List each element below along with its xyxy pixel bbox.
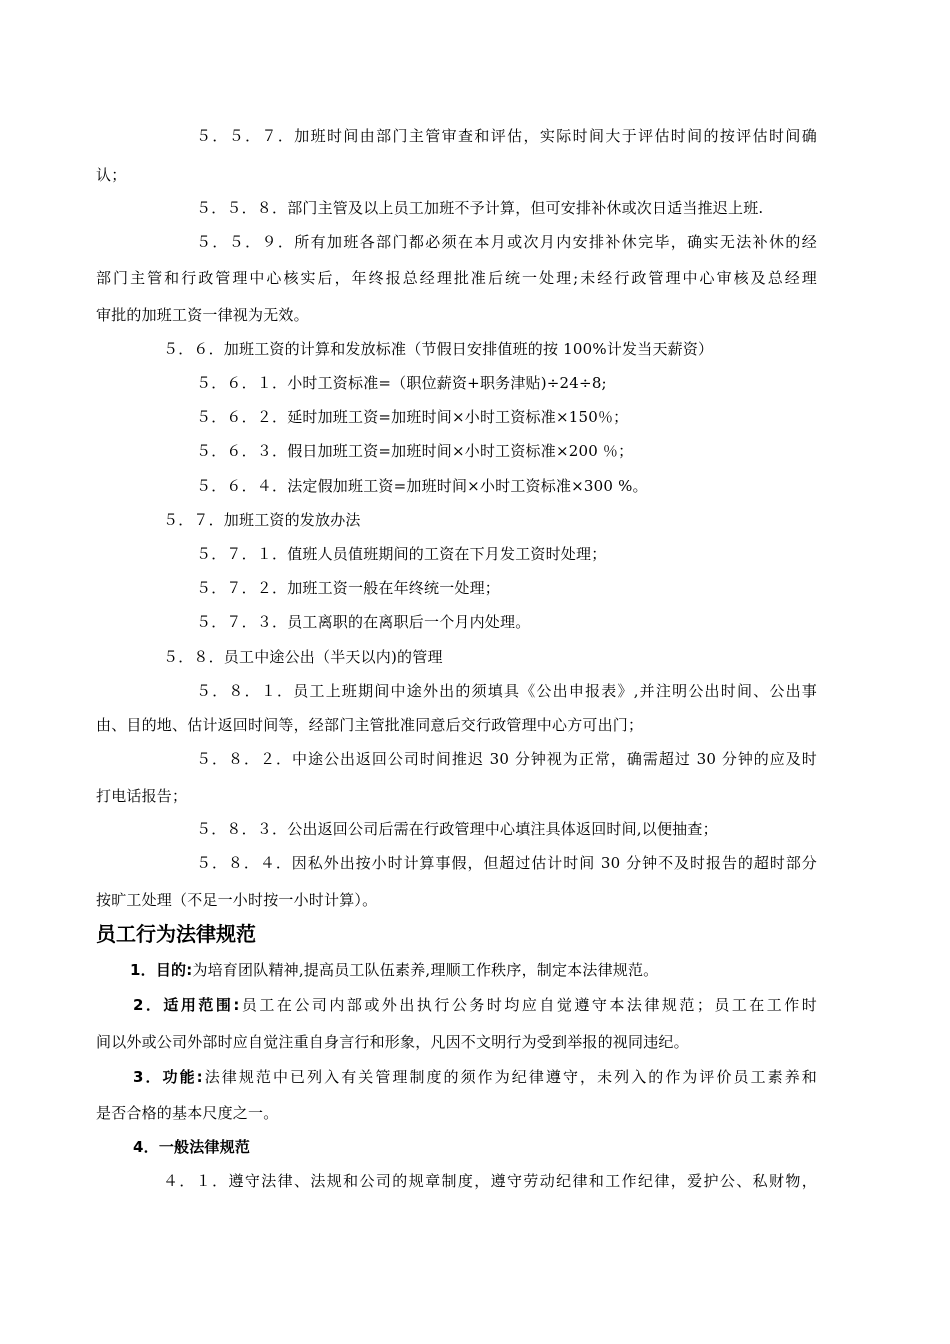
- paragraph-4-1: ４．１．遵守法律、法规和公司的规章制度，遵守劳动纪律和工作纪律，爱护公、私财物，: [163, 1172, 817, 1190]
- paragraph-5-7-1: ５．７．１．值班人员值班期间的工资在下月发工资时处理；: [196, 545, 607, 563]
- paragraph-5-5-9-line2: 部门主管和行政管理中心核实后，年终报总经理批准后统一处理;未经行政管理中心审核及总经理: [96, 269, 817, 287]
- paragraph-5-5-9-line3: 审批的加班工资一律视为无效。: [96, 306, 309, 324]
- section-2-line2: 间以外或公司外部时应自觉注重自身言行和形象，凡因不文明行为受到举报的视同违纪。: [96, 1033, 689, 1051]
- paragraph-5-5-9-line1: ５．５．９．所有加班各部门都必须在本月或次月内安排补休完毕，确实无法补休的经: [196, 233, 817, 251]
- section-3-line2: 是否合格的基本尺度之一。: [96, 1104, 279, 1122]
- section-1-label: 1．目的:: [130, 961, 193, 979]
- paragraph-5-6-2: ５．６．２．延时加班工资=加班时间×小时工资标准×150％；: [196, 408, 629, 426]
- heading-5-8: ５．８．员工中途公出（半天以内)的管理: [163, 648, 443, 666]
- paragraph-5-7-2: ５．７．２．加班工资一般在年终统一处理；: [196, 579, 501, 597]
- section-1-text: 为培育团队精神,提高员工队伍素养,理顺工作秩序，制定本法律规范。: [192, 961, 659, 979]
- section-2-label: 2．适用范围:: [133, 996, 240, 1014]
- paragraph-5-5-7-line1: ５．５．７．加班时间由部门主管审查和评估，实际时间大于评估时间的按评估时间确: [196, 127, 817, 145]
- paragraph-5-6-1: ５．６．１．小时工资标准=（职位薪资+职务津贴)÷24÷8;: [196, 374, 607, 392]
- section-1: [130, 960, 658, 980]
- heading-5-7: ５．７．加班工资的发放办法: [163, 511, 361, 529]
- heading-5-6: ５．６．加班工资的计算和发放标准（节假日安排值班的按 100%计发当天薪资）: [163, 340, 714, 358]
- paragraph-5-5-7-line2: 认；: [96, 166, 127, 184]
- section-4-heading: 4．一般法律规范: [133, 1138, 251, 1156]
- paragraph-5-7-3: ５．７．３．员工离职的在离职后一个月内处理。: [196, 613, 531, 631]
- paragraph-5-8-2-line1: ５．８．２．中途公出返回公司时间推迟 30 分钟视为正常，确需超过 30 分钟的应及时: [196, 750, 817, 768]
- section-2-line1: [133, 995, 817, 1015]
- section-heading: 员工行为法律规范: [96, 922, 256, 946]
- paragraph-5-8-4-line1: ５．８．４．因私外出按小时计算事假，但超过估计时间 30 分钟不及时报告的超时部分: [196, 854, 817, 872]
- paragraph-5-5-8: ５．５．８．部门主管及以上员工加班不予计算，但可安排补休或次日适当推迟上班.: [196, 199, 764, 217]
- paragraph-5-8-2-line2: 打电话报告；: [96, 787, 188, 805]
- section-3-label: 3．功能:: [133, 1068, 203, 1086]
- paragraph-5-8-3: ５．８．３．公出返回公司后需在行政管理中心填注具体返回时间,以便抽查；: [196, 820, 718, 838]
- section-3-line1: [133, 1067, 817, 1087]
- paragraph-5-6-3: ５．６．３．假日加班工资=加班时间×小时工资标准×200 ％；: [196, 442, 634, 460]
- paragraph-5-8-1-line1: ５．８．１．员工上班期间中途外出的须填具《公出申报表》,并注明公出时间、公出事: [196, 682, 817, 700]
- paragraph-5-6-4: ５．６．４．法定假加班工资=加班时间×小时工资标准×300 %。: [196, 477, 648, 495]
- paragraph-5-8-1-line2: 由、目的地、估计返回时间等，经部门主管批准同意后交行政管理中心方可出门；: [96, 716, 644, 734]
- section-3-text-a: 法律规范中已列入有关管理制度的须作为纪律遵守，未列入的作为评价员工素养和: [202, 1068, 817, 1086]
- paragraph-5-8-4-line2: 按旷工处理（不足一小时按一小时计算）。: [96, 891, 378, 909]
- section-2-text-a: 员工在公司内部或外出执行公务时均应自觉遵守本法律规范；员工在工作时: [239, 996, 817, 1014]
